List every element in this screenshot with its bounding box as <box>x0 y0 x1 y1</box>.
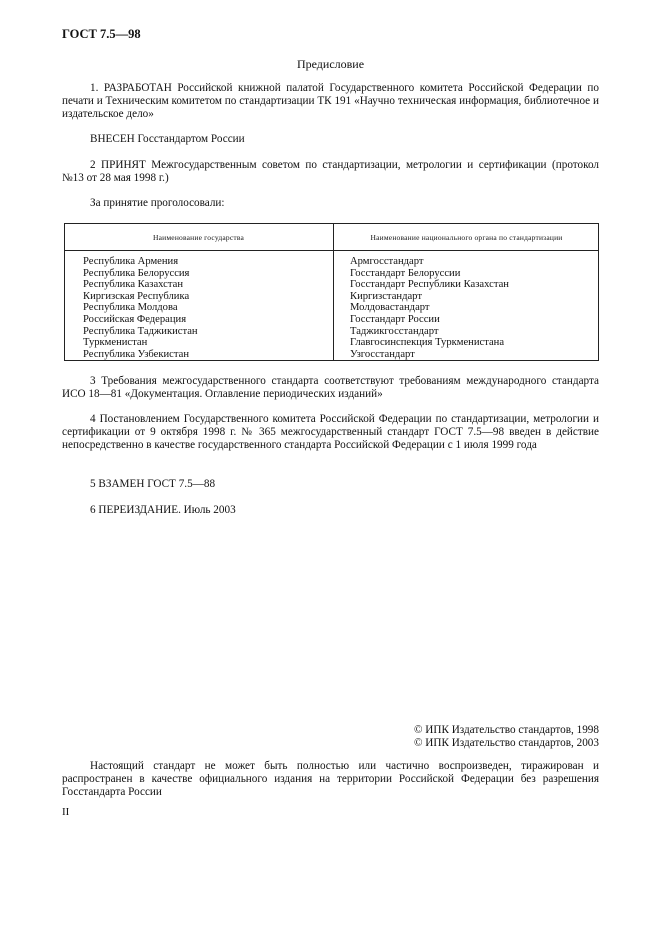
table-cell-state: Республика Таджикистан <box>83 325 198 337</box>
copyright-1998: © ИПК Издательство стандартов, 1998 <box>413 724 599 736</box>
table-header-state: Наименование государства <box>152 233 244 242</box>
paragraph-reissue: 6 ПЕРЕИЗДАНИЕ. Июль 2003 <box>90 504 236 516</box>
table-column-divider <box>333 223 334 361</box>
table-cell-body: Узгосстандарт <box>350 348 415 360</box>
paragraph-replaces: 5 ВЗАМЕН ГОСТ 7.5—88 <box>90 478 216 490</box>
paragraph-developed: 1. РАЗРАБОТАН Российской книжной палатой Государственного комитета Российской Федерации по печати и Техническим комитетом по стандартизации ТК 191 «Научно техническая информация, библиотечное и издательское дело» <box>62 82 599 120</box>
table-cell-state: Киргизская Республика <box>83 290 190 302</box>
table-cell-state: Республика Армения <box>83 256 179 267</box>
table-cell-state: Российская Федерация <box>83 313 187 325</box>
table-cell-body: Таджикгосстандарт <box>350 325 439 337</box>
paragraph-voted: За принятие проголосовали: <box>90 197 225 209</box>
table-cell-body: Госстандарт России <box>350 313 440 325</box>
table-column-bodies <box>350 256 509 360</box>
reproduction-notice: Настоящий стандарт не может быть полностью или частично воспроизведен, тиражирован и распространен в качестве официального издания на территории Российской Федерации без разрешения Госстандарта России <box>62 760 599 798</box>
paragraph-resolution: 4 Постановлением Государственного комитета Российской Федерации по стандартизации, метрологии и сертификации от 9 октября 1998 г. № 365 межгосударственный стандарт ГОСТ 7.5—98 введен в действие непосредственно в качестве государственного стандарта Российской Федерации с 1 июля 1999 года <box>62 413 599 451</box>
paragraph-adopted: 2 ПРИНЯТ Межгосударственным советом по стандартизации, метрологии и сертификации (протокол №13 от 28 мая 1998 г.) <box>62 159 599 184</box>
table-cell-body: Госстандарт Белоруссии <box>350 267 461 279</box>
table-header-divider <box>64 250 599 251</box>
table-header-body: Наименование национального органа по стандартизации <box>370 233 563 242</box>
table-cell-state: Республика Белоруссия <box>83 267 190 279</box>
standard-code: ГОСТ 7.5—98 <box>62 27 141 41</box>
table-cell-body: Госстандарт Республики Казахстан <box>350 279 509 291</box>
paragraph-requirements: 3 Требования межгосударственного стандарта соответствуют требованиям международного стандарта ИСО 18—81 «Документация. Оглавление периодических изданий» <box>62 375 599 400</box>
table-cell-body: Молдовастандарт <box>350 302 430 314</box>
table-cell-body: Главгосинспекция Туркменистана <box>350 337 505 349</box>
table-cell-state: Республика Казахстан <box>83 279 184 291</box>
copyright-2003: © ИПК Издательство стандартов, 2003 <box>413 737 599 749</box>
table-cell-state: Туркменистан <box>83 337 148 349</box>
table-cell-state: Республика Узбекистан <box>83 348 190 360</box>
table-column-states <box>83 256 198 360</box>
table-cell-state: Республика Молдова <box>83 302 178 314</box>
table-cell-body: Армгосстандарт <box>350 256 424 267</box>
paragraph-introduced: ВНЕСЕН Госстандартом России <box>90 133 245 145</box>
page-title: Предисловие <box>296 57 365 71</box>
table-cell-body: Киргизстандарт <box>350 290 422 302</box>
page-number: II <box>62 806 70 818</box>
